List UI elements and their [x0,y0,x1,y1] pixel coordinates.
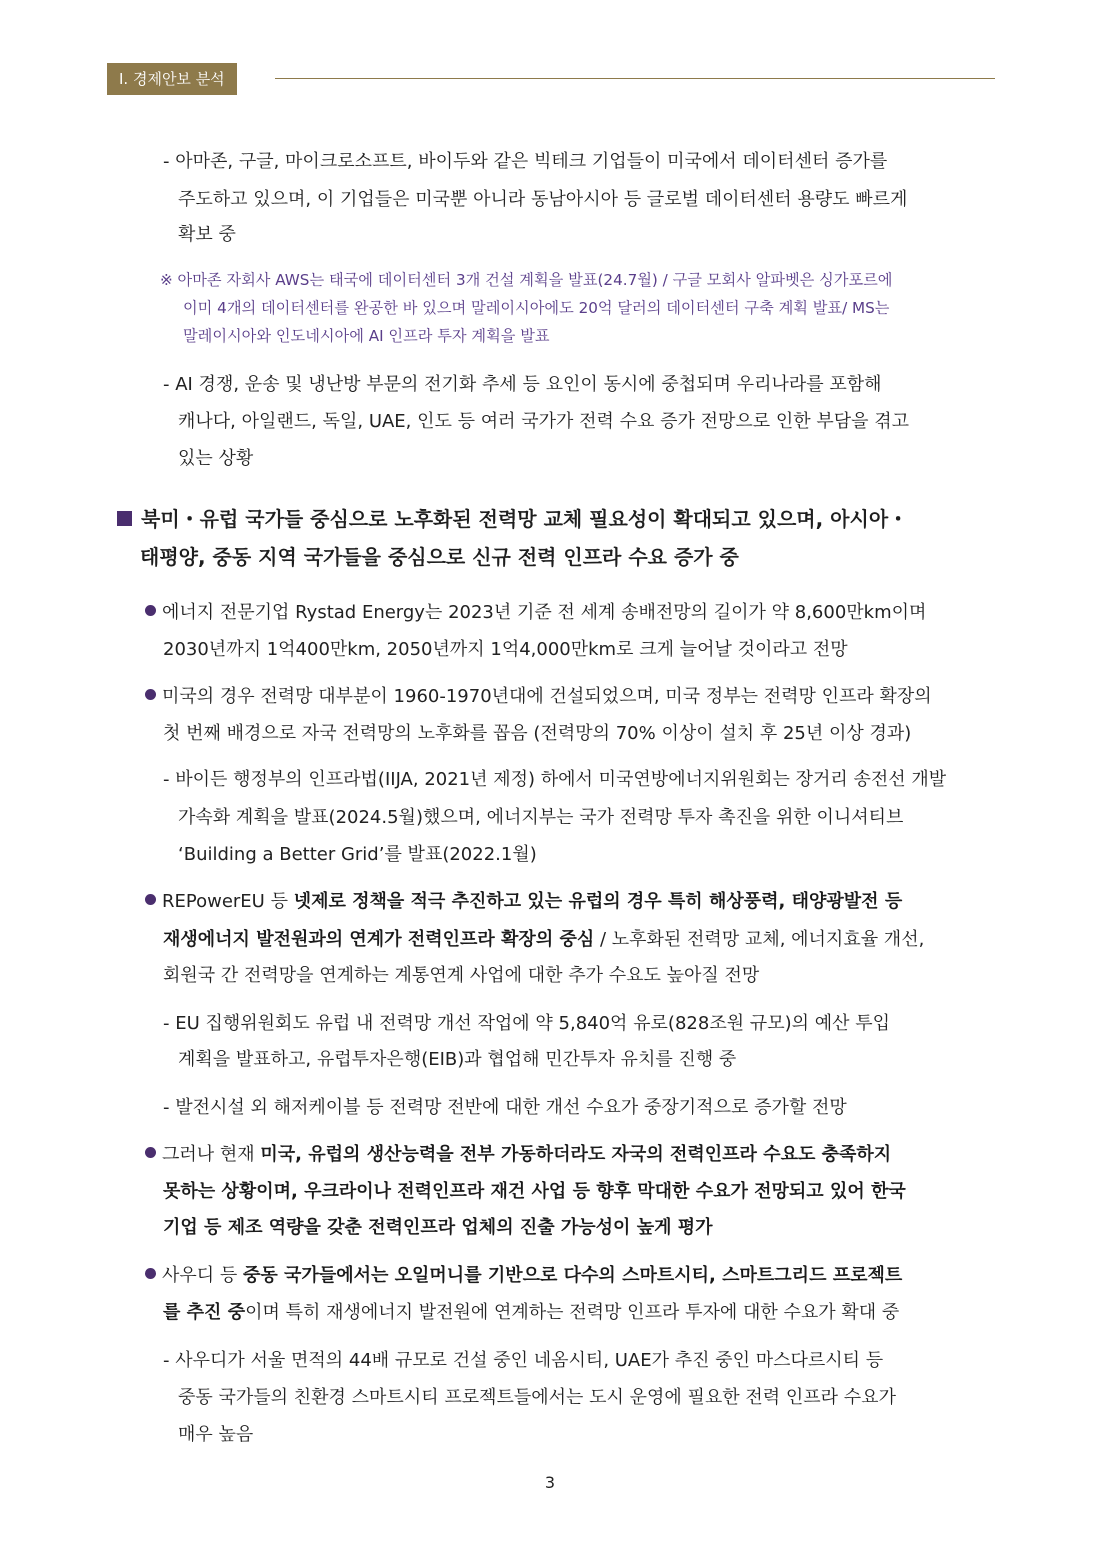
bullet-eu-line-2: 재생에너지 발전원과의 연계가 전력인프라 확장의 중심 / 노후화된 전력망 교체, 에너지효율 개선, [163,929,925,950]
dash-item-iija-line-1: - 바이든 행정부의 인프라법(IIJA, 2021년 제정) 하에서 미국연방에너지위원회는 장거리 송전선 개발 [163,769,947,790]
dot-bullet-icon [145,1268,156,1279]
dash-item-bigtech-line-1: - 아마존, 구글, 마이크로소프트, 바이두와 같은 빅테크 기업들이 미국에서 데이터센터 증가를 [163,151,888,172]
bullet-capacity-line-3: 기업 등 제조 역량을 갖춘 전력인프라 업체의 진출 가능성이 높게 평가 [163,1217,713,1238]
dash-item-iija-line-2: 가속화 계획을 발표(2024.5월)했으며, 에너지부는 국가 전력망 투자 촉진을 위한 이니셔티브 [178,807,904,828]
section-heading-line-1 [117,505,908,533]
bullet-middle-east-line-1: 사우디 등 중동 국가들에서는 오일머니를 기반으로 다수의 스마트시티, 스마트그리드 프로젝트 [145,1264,902,1288]
dot-bullet-icon [145,689,156,700]
dash-item-iija-line-3: ‘Building a Better Grid’를 발표(2022.1월) [178,844,537,865]
bullet-eu-line-1: REPowerEU 등 넷제로 정책을 적극 추진하고 있는 유럽의 경우 특히 해상풍력, 태양광발전 등 [145,890,902,914]
bullet-us-grid-line-2: 첫 번째 배경으로 자국 전력망의 노후화를 꼽음 (전력망의 70% 이상이 설치 후 25년 이상 경과) [163,723,912,744]
dash-item-ai-line-3: 있는 상황 [178,448,254,469]
bullet-capacity-line-2: 못하는 상황이며, 우크라이나 전력인프라 재건 사업 등 향후 막대한 수요가 전망되고 있어 한국 [163,1181,906,1202]
bullet-rystad-line-2: 2030년까지 1억400만km, 2050년까지 1억4,000만km로 크게 늘어날 것이라고 전망 [163,639,848,660]
dot-bullet-icon [145,605,156,616]
dot-bullet-icon [145,894,156,905]
dash-item-bigtech-line-3: 확보 중 [178,224,236,245]
heading-text-1: 북미・유럽 국가들 중심으로 노후화된 전력망 교체 필요성이 확대되고 있으며, 아시아・ [141,507,909,531]
section-label: Ⅰ. 경제안보 분석 [107,63,237,95]
dash-item-neom-line-1: - 사우디가 서울 면적의 44배 규모로 건설 중인 네옴시티, UAE가 추진 중인 마스다르시티 등 [163,1350,884,1371]
dash-item-eu-budget-line-1: - EU 집행위원회도 유럽 내 전력망 개선 작업에 약 5,840억 유로(828조원 규모)의 예산 투입 [163,1013,890,1034]
dot-bullet-icon [145,1147,156,1158]
dash-item-cable-line-1: - 발전시설 외 해저케이블 등 전력망 전반에 대한 개선 수요가 중장기적으로 증가할 전망 [163,1097,847,1118]
section-header [107,63,995,95]
note-line-3: 말레이시아와 인도네시아에 AI 인프라 투자 계획을 발표 [183,327,550,345]
dash-item-neom-line-2: 중동 국가들의 친환경 스마트시티 프로젝트들에서는 도시 운영에 필요한 전력 인프라 수요가 [178,1387,896,1408]
header-divider [275,78,995,79]
dash-item-ai-line-1: - AI 경쟁, 운송 및 냉난방 부문의 전기화 추세 등 요인이 동시에 중첩되며 우리나라를 포함해 [163,374,882,395]
page-number: 3 [544,1473,556,1492]
dash-item-ai-line-2: 캐나다, 아일랜드, 독일, UAE, 인도 등 여러 국가가 전력 수요 증가 전망으로 인한 부담을 겪고 [178,411,910,432]
square-bullet-icon [117,511,132,526]
dash-item-neom-line-3: 매우 높음 [178,1424,254,1445]
bullet-middle-east-line-2: 를 추진 중이며 특히 재생에너지 발전원에 연계하는 전력망 인프라 투자에 대한 수요가 확대 중 [163,1302,900,1323]
note-line-1: ※ 아마존 자회사 AWS는 태국에 데이터센터 3개 건설 계획을 발표(24.7월) / 구글 모회사 알파벳은 싱가포르에 [160,271,893,289]
dash-item-eu-budget-line-2: 계획을 발표하고, 유럽투자은행(EIB)과 협업해 민간투자 유치를 진행 중 [178,1049,737,1070]
dash-item-bigtech-line-2: 주도하고 있으며, 이 기업들은 미국뿐 아니라 동남아시아 등 글로벌 데이터센터 용량도 빠르게 [178,189,908,210]
section-heading-line-2: 태평양, 중동 지역 국가들을 중심으로 신규 전력 인프라 수요 증가 중 [140,545,739,569]
bullet-eu-line-3: 회원국 간 전력망을 연계하는 계통연계 사업에 대한 추가 수요도 높아질 전망 [163,965,760,986]
bullet-rystad-line-1: 에너지 전문기업 Rystad Energy는 2023년 기준 전 세계 송배전망의 길이가 약 8,600만km이며 [145,601,926,625]
note-line-2: 이미 4개의 데이터센터를 완공한 바 있으며 말레이시아에도 20억 달러의 데이터센터 구축 계획 발표/ MS는 [183,299,890,317]
bullet-capacity-line-1: 그러나 현재 미국, 유럽의 생산능력을 전부 가동하더라도 자국의 전력인프라 수요도 충족하지 [145,1143,891,1167]
bullet-us-grid-line-1: 미국의 경우 전력망 대부분이 1960-1970년대에 건설되었으며, 미국 정부는 전력망 인프라 확장의 [145,685,932,709]
